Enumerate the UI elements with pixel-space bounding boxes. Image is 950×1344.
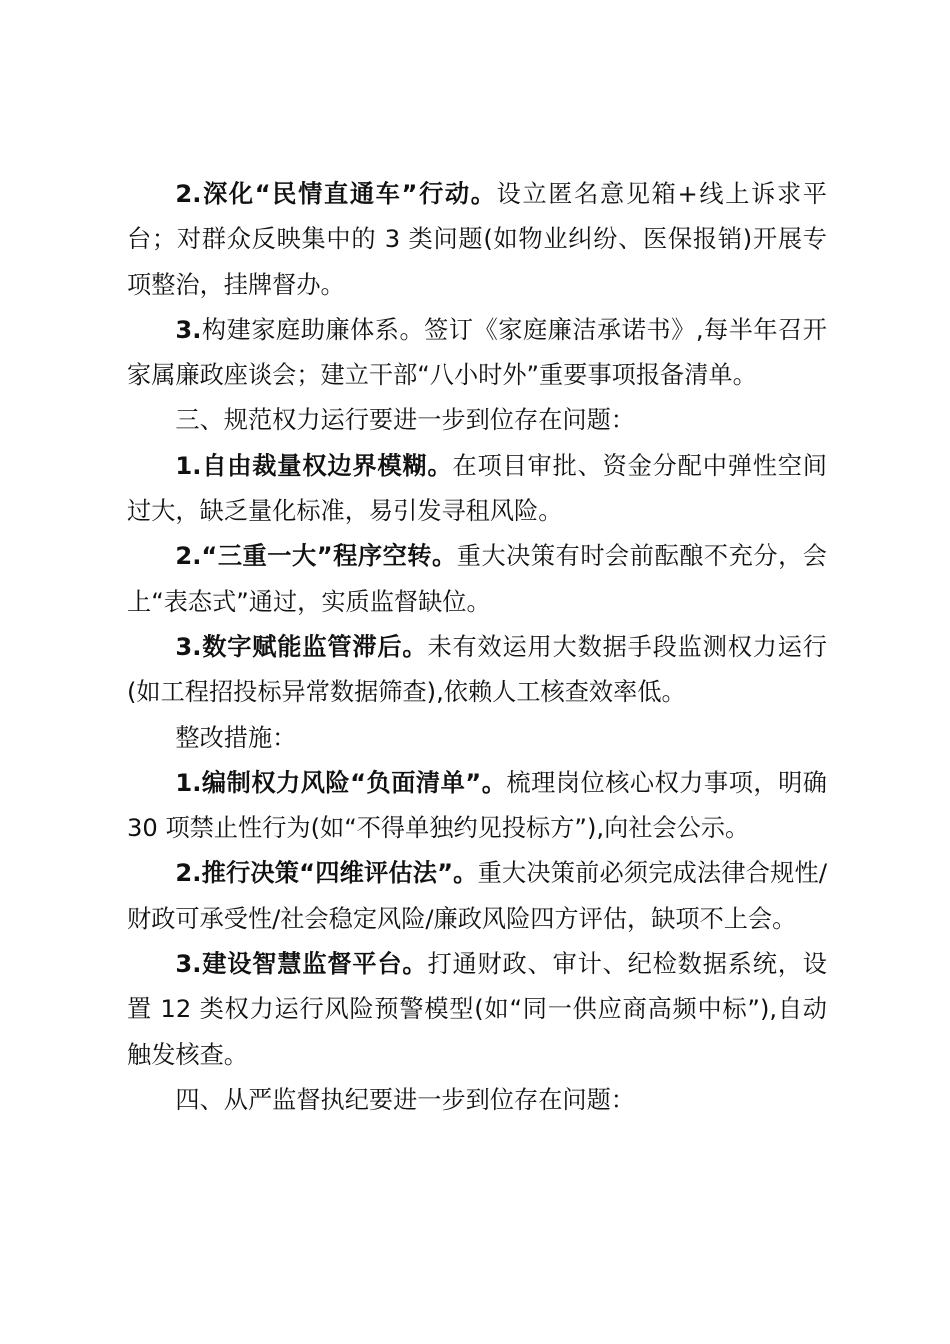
paragraph-text: 未有效运用大数据手段监测权力运行(如工程招投标异常数据筛查),依赖人工核查效率低。 bbox=[127, 632, 827, 707]
paragraph-text: 重大决策前必须完成法律合规性/财政可承受性/社会稳定风险/廉政风险四方评估，缺项不上会。 bbox=[127, 859, 828, 933]
paragraph-text: 设立匿名意见箱+线上诉求平台；对群众反映集中的 3 类问题(如物业纠纷、医保报销)开展专项整治，挂牌督办。 bbox=[127, 180, 827, 299]
paragraph-text: 构建家庭助廉体系。签订《家庭廉洁承诺书》,每半年召开家属廉政座谈会；建立干部“八小时外”重要事项报备清单。 bbox=[127, 315, 827, 390]
paragraph-lead: 2.深化“民情直通车”行动。 bbox=[175, 180, 497, 208]
paragraph-lead: 3.建设智慧监督平台。 bbox=[175, 950, 428, 979]
paragraph-measure-1 bbox=[127, 761, 827, 852]
paragraph-lead: 1.自由裁量权边界模糊。 bbox=[175, 451, 453, 480]
paragraph-text: 梳理岗位核心权力事项，明确 30 项禁止性行为(如“不得单独约见投标方”),向社会公示。 bbox=[127, 768, 827, 843]
paragraph-lead: 1.编制权力风险“负面清单”。 bbox=[175, 768, 507, 797]
paragraph-text: 重大决策有时会前酝酿不充分，会上“表态式”通过，实质监督缺位。 bbox=[127, 542, 827, 616]
paragraph-lead: 3. bbox=[175, 315, 202, 344]
paragraph-lead: 2.推行决策“四维评估法”。 bbox=[175, 859, 478, 888]
paragraph-lead: 2.“三重一大”程序空转。 bbox=[175, 542, 457, 571]
paragraph-measure-2b bbox=[127, 851, 827, 942]
subheading-measures bbox=[127, 716, 827, 761]
paragraph-text: 打通财政、审计、纪检数据系统，设置 12 类权力运行风险预警模型(如“同一供应商高频中标”),自动触发核查。 bbox=[127, 950, 827, 1069]
paragraph-problem-1 bbox=[127, 444, 827, 535]
paragraph-text: 在项目审批、资金分配中弹性空间过大，缺乏量化标准，易引发寻租风险。 bbox=[127, 451, 827, 526]
paragraph-measure-3b bbox=[127, 942, 827, 1078]
paragraph-problem-3 bbox=[127, 625, 827, 716]
paragraph-measure-2 bbox=[127, 172, 827, 308]
paragraph-problem-2 bbox=[127, 534, 827, 625]
document-body bbox=[127, 172, 827, 1123]
paragraph-lead: 3.数字赋能监管滞后。 bbox=[175, 632, 428, 661]
section-heading-4 bbox=[127, 1078, 827, 1123]
paragraph-text: 整改措施： bbox=[175, 723, 297, 752]
paragraph-text: 三、规范权力运行要进一步到位存在问题： bbox=[175, 406, 635, 435]
paragraph-text: 四、从严监督执纪要进一步到位存在问题： bbox=[175, 1085, 635, 1114]
paragraph-measure-3 bbox=[127, 308, 827, 399]
section-heading-3 bbox=[127, 398, 827, 443]
